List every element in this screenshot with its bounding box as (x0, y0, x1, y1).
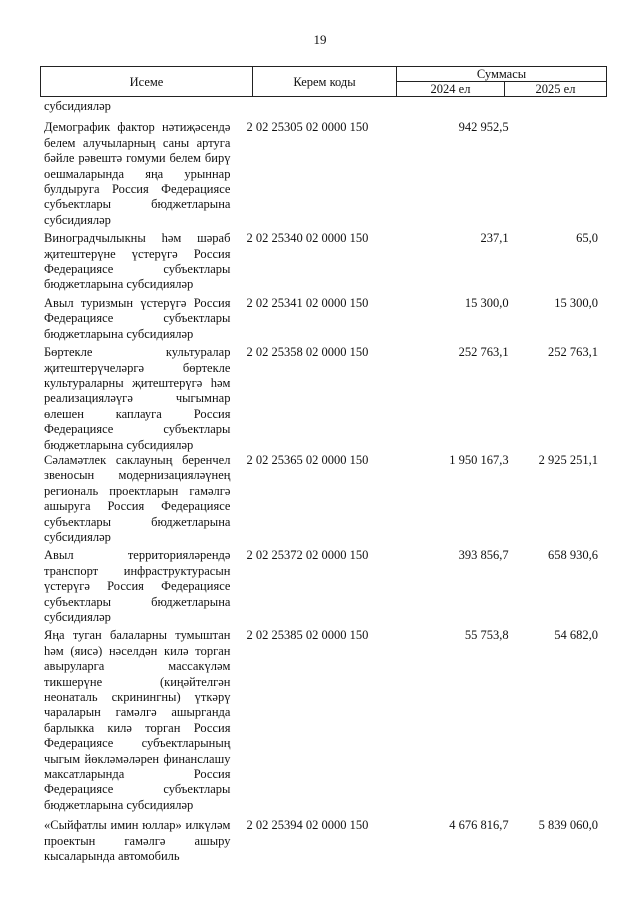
row-code: 2 02 25358 02 0000 150 (246, 345, 369, 360)
row-value-2025 (509, 120, 606, 228)
row-code: 2 02 25385 02 0000 150 (246, 628, 369, 643)
page-number: 19 (313, 32, 327, 47)
row-name: Бөртекле культуралар җитештерүчеләргә бөртекле культураларны җитештерүгә һәм реализацияләүгә чыгымнар өлешен каплауга Россия Федерациясе субъектлары бюджетларына субсидияләр (44, 345, 231, 452)
table-row (44, 818, 606, 864)
row-code: 2 02 25340 02 0000 150 (246, 231, 369, 246)
table-row (44, 296, 606, 342)
table-header (40, 66, 607, 97)
table-row (44, 99, 606, 114)
table-row (44, 345, 606, 453)
row-value-2025: 658 930,6 (548, 548, 598, 563)
row-value-2024: 4 676 816,7 (449, 818, 509, 833)
row-name: Авыл территорияләрендә транспорт инфраструктурасын үстерүгә Россия Федерациясе субъектлары бюджетларына субсидияләр (44, 548, 231, 624)
row-value-2025 (509, 99, 606, 114)
row-value-2025: 5 839 060,0 (538, 818, 598, 833)
table-row (44, 628, 606, 813)
header-name: Исеме (41, 67, 253, 97)
row-value-2025: 65,0 (576, 231, 598, 246)
row-name: Сәламәтлек саклауның беренчел звеносын модернизацияләүнең региональ проектларын гамәлгә ашыруга Россия Федерациясе субъектлары бюджетларына субсидияләр (44, 452, 231, 544)
row-value-2024: 15 300,0 (464, 295, 509, 310)
row-code (230, 99, 392, 114)
header-amount: Суммасы (397, 67, 607, 82)
row-code: 2 02 25372 02 0000 150 (246, 548, 369, 563)
row-value-2024: 1 950 167,3 (449, 452, 509, 467)
row-code: 2 02 25305 02 0000 150 (246, 120, 369, 135)
row-value-2024: 55 753,8 (464, 628, 509, 643)
table-row (44, 453, 606, 545)
row-name: Авыл туризмын үстерүгә Россия Федерациясе субъектлары бюджетларына субсидияләр (44, 295, 231, 341)
row-value-2025: 15 300,0 (554, 295, 598, 310)
row-name: Демографик фактор нәтиҗәсендә белем алучыларның саны артуга бәйле рәвештә гомуми белем бирү оешмаларында яңа урыннар булдыруга Россия Федерациясе субъектлары бюджетларына субсидияләр (44, 120, 231, 227)
row-value-2024: 252 763,1 (458, 345, 509, 360)
row-value-2025: 252 763,1 (548, 345, 598, 360)
row-name: Яңа туган балаларны тумыштан һәм (яисә) нәселдән килә торган авыруларга массакүләм тикшерүне (киңәйтелгән неонаталь скринингны) үткәрү чараларын гамәлгә ашырганда барлыкка килә торган Россия Федерациясе субъектларының чыгым йөкләмәләрен финанслашу максатларында Россия Федерациясе субъектлары бюджетларына субсидияләр (44, 628, 231, 812)
header-code: Керем коды (253, 67, 397, 97)
row-name: Виноградчылыкны һәм шәраб җитештерүне үстерүгә Россия Федерациясе субъектлары бюджетларына субсидияләр (44, 231, 231, 292)
header-year-2025: 2025 ел (505, 82, 607, 97)
table-row (44, 231, 606, 293)
row-name: субсидияләр (44, 99, 111, 113)
row-value-2024: 942 952,5 (458, 120, 509, 135)
row-value-2025: 54 682,0 (554, 628, 598, 643)
row-name: «Сыйфатлы имин юллар» илкүләм проектын гамәлгә ашыру кысаларында автомобиль (44, 818, 231, 864)
row-value-2024: 393 856,7 (458, 548, 509, 563)
table-body (44, 99, 606, 865)
table-row (44, 548, 606, 625)
row-code: 2 02 25341 02 0000 150 (246, 295, 369, 310)
row-value-2024 (392, 99, 509, 114)
table-row (44, 120, 606, 228)
row-code: 2 02 25394 02 0000 150 (246, 818, 369, 833)
row-value-2024: 237,1 (480, 231, 509, 246)
row-value-2025: 2 925 251,1 (538, 452, 598, 467)
row-code: 2 02 25365 02 0000 150 (246, 452, 369, 467)
header-year-2024: 2024 ел (397, 82, 505, 97)
